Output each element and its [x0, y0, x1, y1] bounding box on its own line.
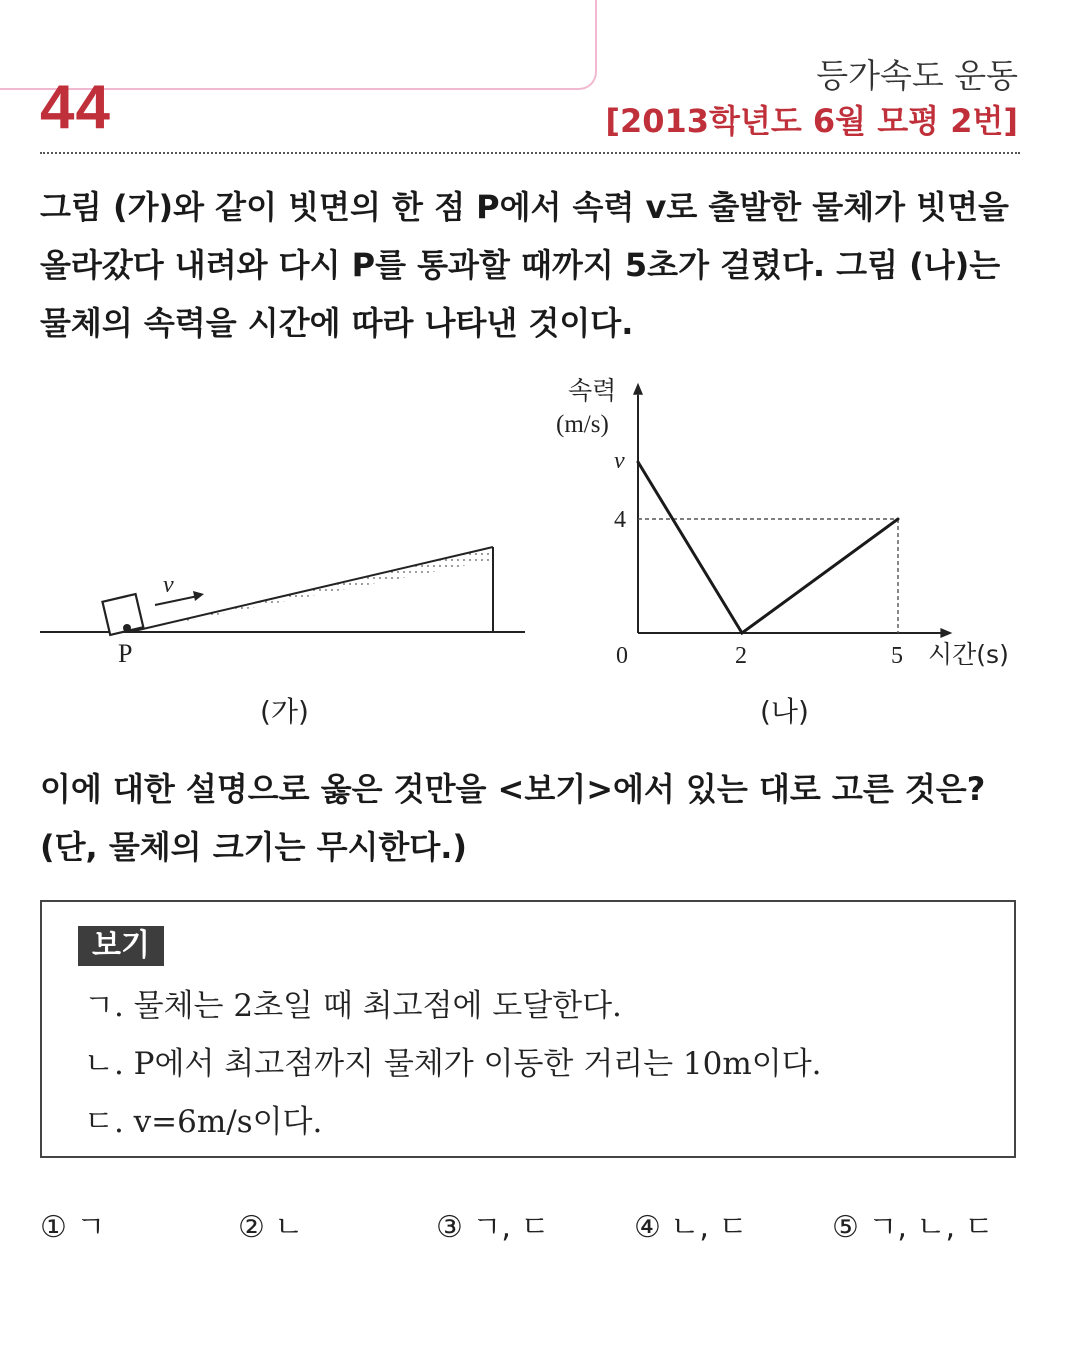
question-line-1: 그림 (가)와 같이 빗면의 한 점 P에서 속력 v로 출발한 물체가 빗면을	[40, 188, 1009, 226]
bogi-item-b: ㄴ. P에서 최고점까지 물체가 이동한 거리는 10m이다.	[84, 1046, 822, 1082]
velocity-label: v	[163, 572, 174, 598]
question-text	[40, 178, 1030, 352]
figure-b-caption: (나)	[760, 695, 809, 728]
incline-slope	[130, 547, 493, 632]
question-line-3: 물체의 속력을 시간에 따라 나타낸 것이다.	[40, 304, 634, 342]
prompt-line-2: (단, 물체의 크기는 무시한다.)	[40, 828, 468, 866]
y-tick-v: v	[614, 448, 625, 474]
data-point	[741, 632, 744, 635]
topic-label: 등가속도 운동	[816, 56, 1018, 95]
speed-line	[638, 462, 898, 633]
data-point	[637, 461, 640, 464]
figure-b-speed-graph	[540, 365, 1040, 685]
point-p-label: P	[118, 639, 133, 668]
choice-2[interactable]: ② ㄴ	[238, 1210, 304, 1245]
prompt-text	[40, 760, 1040, 876]
velocity-arrow	[155, 596, 198, 605]
bogi-item-c: ㄷ. v=6m/s이다.	[84, 1104, 323, 1140]
prompt-line-1: 이에 대한 설명으로 옳은 것만을 <보기>에서 있는 대로 고른 것은?	[40, 770, 986, 808]
x-axis-label: 시간(s)	[928, 640, 1009, 669]
bogi-box	[40, 900, 1016, 1158]
y-tick-4: 4	[614, 507, 626, 533]
x-tick-2: 2	[735, 643, 747, 669]
y-axis-label-1: 속력	[568, 376, 617, 405]
x-tick-5: 5	[891, 643, 903, 669]
figure-a-incline	[30, 360, 530, 680]
figure-a-caption: (가)	[260, 695, 309, 728]
point-p-dot	[123, 624, 131, 632]
x-tick-0: 0	[616, 643, 628, 669]
x-axis-arrowhead	[940, 628, 952, 638]
block	[102, 594, 143, 635]
velocity-arrowhead	[193, 591, 204, 601]
dotted-divider	[40, 152, 1020, 154]
bogi-title: 보기	[78, 926, 164, 966]
source-label: [2013학년도 6월 모평 2번]	[605, 102, 1018, 140]
choice-5[interactable]: ⑤ ㄱ, ㄴ, ㄷ	[832, 1210, 994, 1245]
question-number: 44	[40, 73, 111, 142]
choice-3[interactable]: ③ ㄱ, ㄷ	[436, 1210, 550, 1245]
choice-1[interactable]: ① ㄱ	[40, 1210, 106, 1245]
data-point	[897, 518, 900, 521]
question-line-2: 올라갔다 내려와 다시 P를 통과할 때까지 5초가 걸렸다. 그림 (나)는	[40, 246, 1001, 284]
y-axis-label-2: (m/s)	[556, 411, 609, 438]
bogi-item-a: ㄱ. 물체는 2초일 때 최고점에 도달한다.	[84, 988, 622, 1024]
choice-4[interactable]: ④ ㄴ, ㄷ	[634, 1210, 748, 1245]
y-axis-arrowhead	[633, 383, 643, 395]
